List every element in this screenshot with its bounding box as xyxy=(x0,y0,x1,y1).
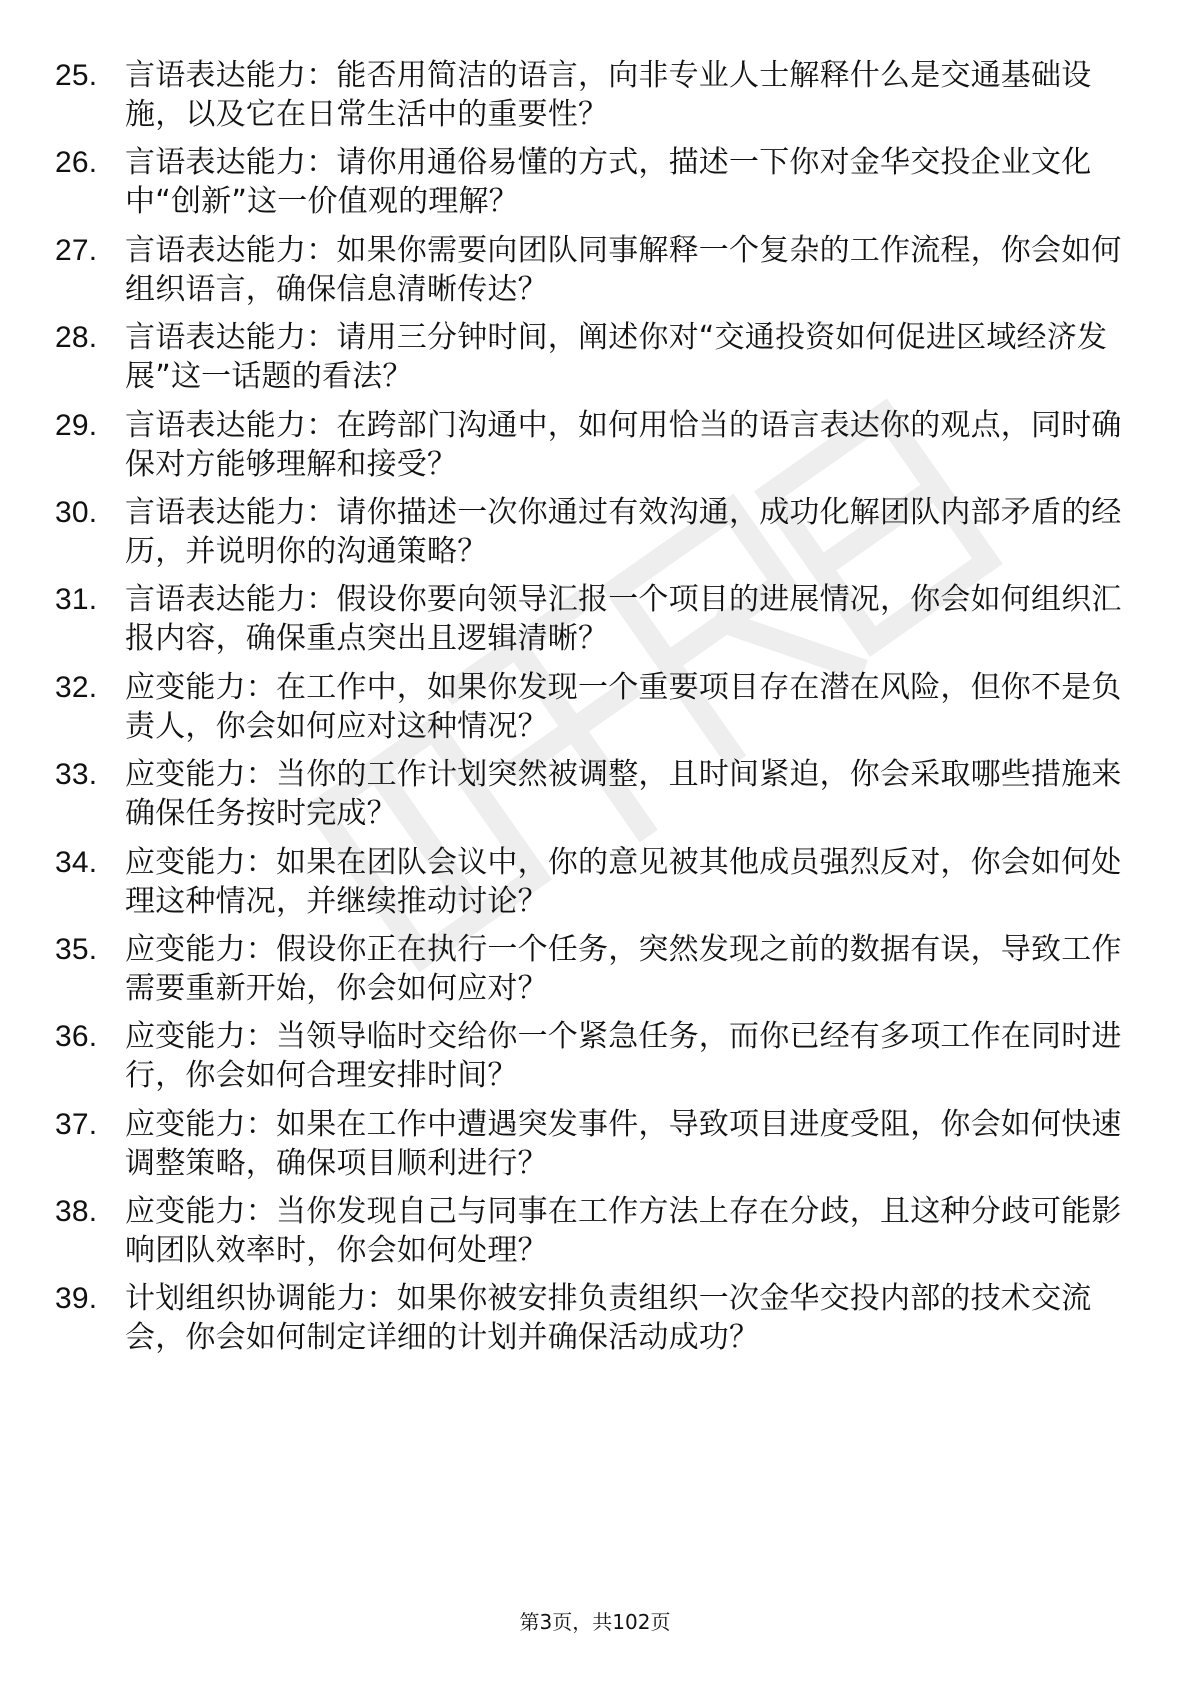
question-number: 29. xyxy=(55,408,98,442)
question-text: 言语表达能力：能否用简洁的语言，向非专业人士解释什么是交通基础设施，以及它在日常生活中的重要性？ xyxy=(125,58,1092,132)
question-item xyxy=(55,231,1135,309)
question-item xyxy=(55,580,1135,658)
question-number: 25. xyxy=(55,59,98,92)
question-number: 37. xyxy=(55,1107,98,1141)
question-number: 35. xyxy=(55,932,98,966)
question-item xyxy=(55,406,1135,484)
question-number: 39. xyxy=(55,1282,98,1316)
question-number: 33. xyxy=(55,758,98,792)
question-text: 言语表达能力：假设你要向领导汇报一个项目的进展情况，你会如何组织汇报内容，确保重点突出且逻辑清晰？ xyxy=(125,582,1122,657)
question-item xyxy=(55,1279,1135,1357)
question-list xyxy=(55,56,1135,1367)
question-item xyxy=(55,1105,1135,1183)
question-number: 32. xyxy=(55,670,98,704)
question-text: 言语表达能力：请用三分钟时间，阐述你对“交通投资如何促进区域经济发展”这一话题的看法？ xyxy=(125,320,1108,395)
question-text: 言语表达能力：在跨部门沟通中，如何用恰当的语言表达你的观点，同时确保对方能够理解和接受？ xyxy=(125,407,1122,482)
question-text: 计划组织协调能力：如果你被安排负责组织一次金华交投内部的技术交流会，你会如何制定详细的计划并确保活动成功？ xyxy=(125,1281,1092,1356)
question-text: 应变能力：当你的工作计划突然被调整，且时间紧迫，你会采取哪些措施来确保任务按时完成？ xyxy=(125,757,1122,832)
page-footer xyxy=(0,1608,1190,1636)
question-item xyxy=(55,930,1135,1008)
question-number: 31. xyxy=(55,583,98,617)
question-item xyxy=(55,843,1135,921)
question-item xyxy=(55,755,1135,833)
question-number: 38. xyxy=(55,1195,98,1229)
question-number: 28. xyxy=(55,321,98,355)
question-text: 应变能力：当你发现自己与同事在工作方法上存在分歧，且这种分歧可能影响团队效率时，你会如何处理？ xyxy=(125,1194,1122,1269)
question-text: 应变能力：当领导临时交给你一个紧急任务，而你已经有多项工作在同时进行，你会如何合理安排时间？ xyxy=(125,1019,1122,1094)
question-item xyxy=(55,668,1135,746)
question-item xyxy=(55,1017,1135,1095)
question-text: 言语表达能力：请你描述一次你通过有效沟通，成功化解团队内部矛盾的经历，并说明你的沟通策略？ xyxy=(125,494,1122,569)
question-number: 30. xyxy=(55,495,98,529)
question-number: 26. xyxy=(55,146,98,180)
question-number: 34. xyxy=(55,845,98,879)
question-text: 言语表达能力：如果你需要向团队同事解释一个复杂的工作流程，你会如何组织语言，确保信息清晰传达？ xyxy=(125,232,1122,307)
question-item xyxy=(55,143,1135,221)
question-text: 言语表达能力：请你用通俗易懂的方式，描述一下你对金华交投企业文化中“创新”这一价值观的理解？ xyxy=(125,145,1092,220)
question-item xyxy=(55,318,1135,396)
question-text: 应变能力：在工作中，如果你发现一个重要项目存在潜在风险，但你不是负责人，你会如何应对这种情况？ xyxy=(125,669,1122,744)
question-item xyxy=(55,56,1135,134)
question-item xyxy=(55,1192,1135,1270)
question-number: 36. xyxy=(55,1020,98,1054)
question-text: 应变能力：如果在工作中遭遇突发事件，导致项目进度受阻，你会如何快速调整策略，确保项目顺利进行？ xyxy=(125,1106,1122,1181)
page-number-label: 第3页，共102页 xyxy=(519,1610,671,1634)
question-number: 27. xyxy=(55,233,98,267)
question-text: 应变能力：假设你正在执行一个任务，突然发现之前的数据有误，导致工作需要重新开始，你会如何应对？ xyxy=(125,931,1122,1006)
question-item xyxy=(55,493,1135,571)
question-text: 应变能力：如果在团队会议中，你的意见被其他成员强烈反对，你会如何处理这种情况，并继续推动讨论？ xyxy=(125,844,1122,919)
